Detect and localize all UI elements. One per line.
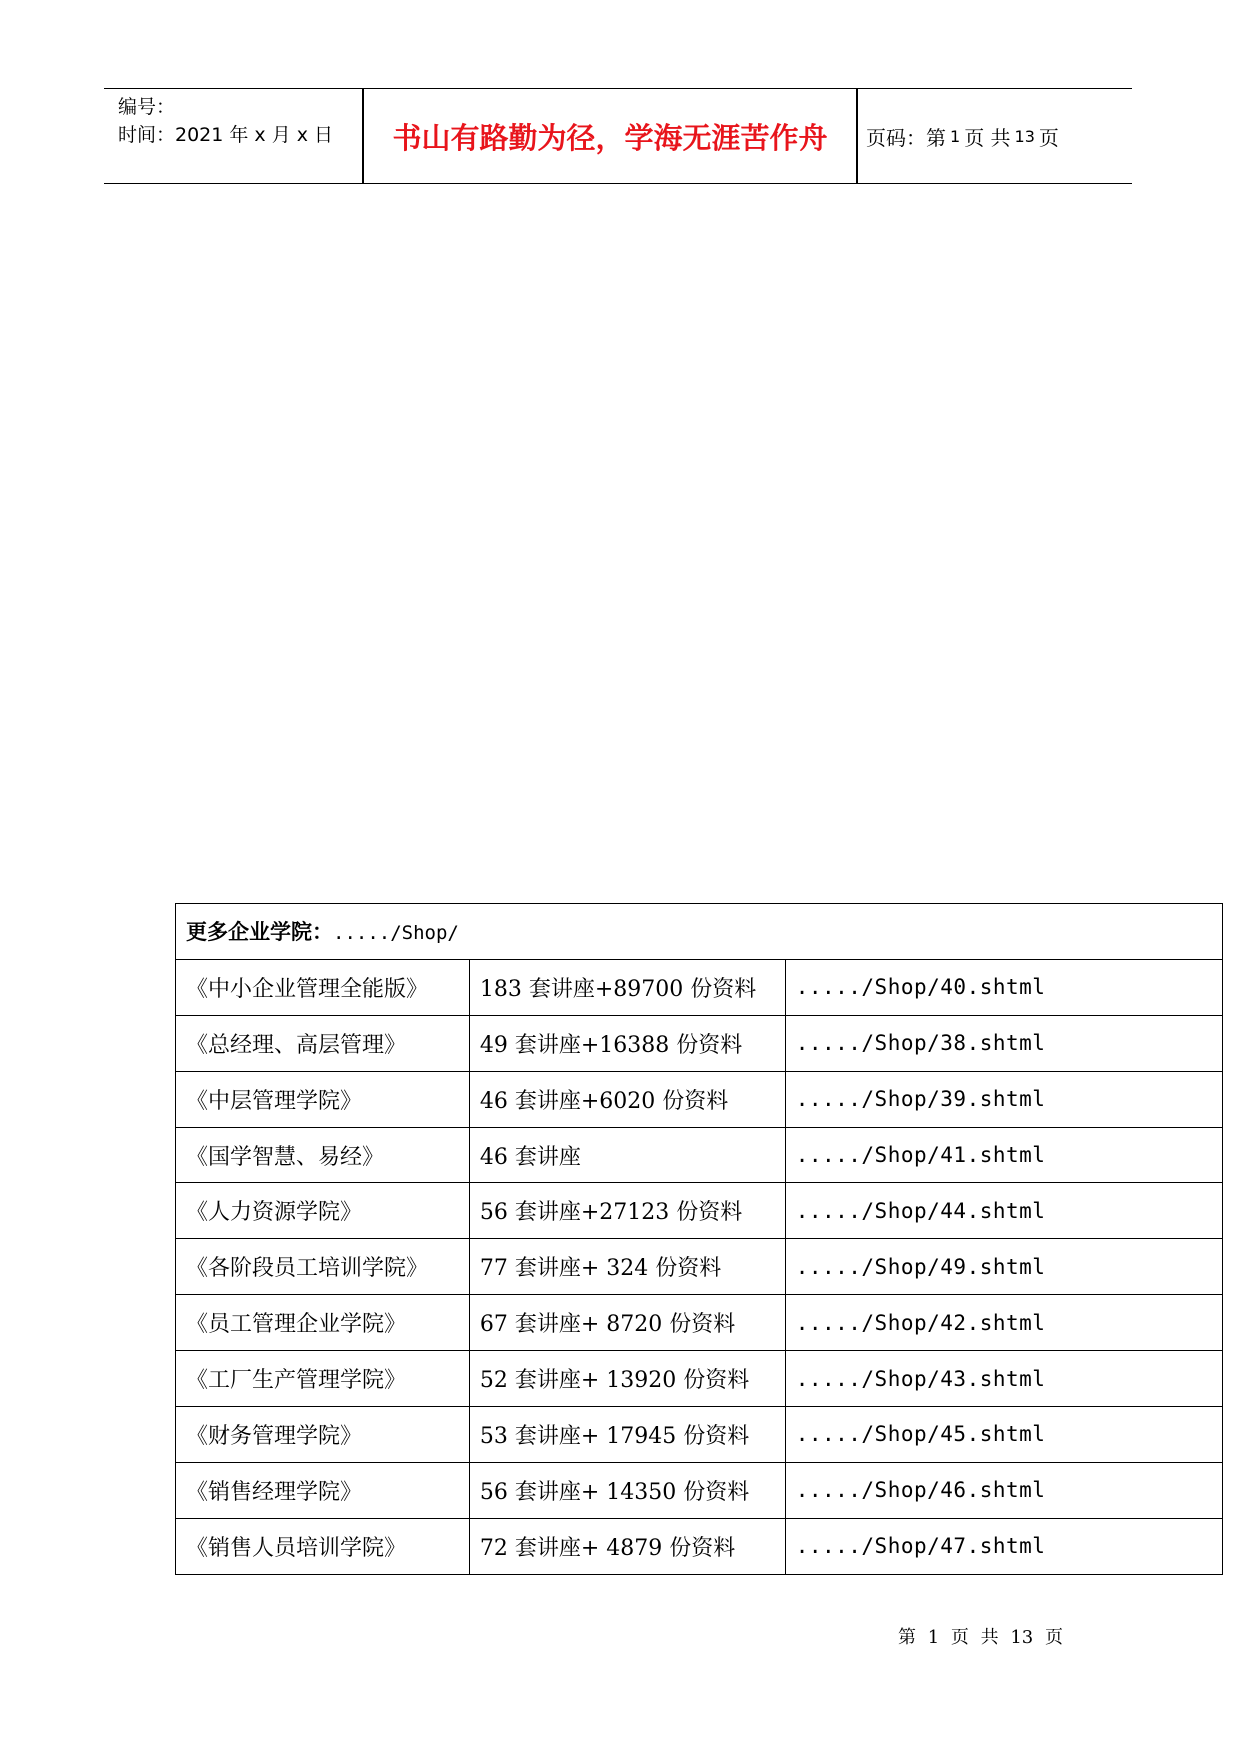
- header-page-info: [862, 89, 1059, 183]
- header-divider: [856, 89, 858, 183]
- academy-name: 《销售人员培训学院》: [176, 1518, 470, 1574]
- academy-name: 《销售经理学院》: [176, 1462, 470, 1518]
- academy-content: 46 套讲座+6020 份资料: [469, 1071, 785, 1127]
- document-number-label: 编号：: [118, 96, 176, 118]
- table-row: [176, 1351, 1223, 1407]
- header-motto: 书山有路勤为径，学海无涯苦作舟: [392, 120, 828, 155]
- academy-link[interactable]: ...../Shop/42.shtml: [785, 1295, 1222, 1351]
- page-suffix: 页: [1038, 125, 1059, 150]
- academy-name: 《人力资源学院》: [176, 1183, 470, 1239]
- academy-name: 《中层管理学院》: [176, 1071, 470, 1127]
- academy-link[interactable]: ...../Shop/47.shtml: [785, 1518, 1222, 1574]
- table-row: [176, 959, 1223, 1015]
- header-meta: [118, 93, 333, 149]
- table-row: [176, 1518, 1223, 1574]
- academy-content: 46 套讲座: [469, 1127, 785, 1183]
- academy-content: 72 套讲座+ 4879 份资料: [469, 1518, 785, 1574]
- academy-content: 56 套讲座+ 14350 份资料: [469, 1462, 785, 1518]
- header-divider: [362, 89, 364, 183]
- academy-link[interactable]: ...../Shop/41.shtml: [785, 1127, 1222, 1183]
- academy-content: 56 套讲座+27123 份资料: [469, 1183, 785, 1239]
- academy-name: 《总经理、高层管理》: [176, 1015, 470, 1071]
- document-time: 时间：2021 年 x 月 x 日: [118, 124, 334, 146]
- academy-link[interactable]: ...../Shop/49.shtml: [785, 1239, 1222, 1295]
- table-row: [176, 1239, 1223, 1295]
- page-current: 1: [950, 126, 961, 146]
- table-row: [176, 1127, 1223, 1183]
- academy-link[interactable]: ...../Shop/38.shtml: [785, 1015, 1222, 1071]
- academy-name: 《各阶段员工培训学院》: [176, 1239, 470, 1295]
- table-title-cell: [176, 904, 1223, 960]
- table-title-url[interactable]: ...../Shop/: [333, 922, 459, 945]
- academy-link[interactable]: ...../Shop/44.shtml: [785, 1183, 1222, 1239]
- academy-links-table: [175, 903, 1223, 1575]
- academy-name: 《中小企业管理全能版》: [176, 959, 470, 1015]
- page-prefix: 页码：第: [866, 125, 946, 150]
- academy-content: 53 套讲座+ 17945 份资料: [469, 1407, 785, 1463]
- academy-content: 77 套讲座+ 324 份资料: [469, 1239, 785, 1295]
- academy-link[interactable]: ...../Shop/46.shtml: [785, 1462, 1222, 1518]
- table-title-row: [176, 904, 1223, 960]
- table-row: [176, 1407, 1223, 1463]
- table-row: [176, 1071, 1223, 1127]
- academy-link[interactable]: ...../Shop/45.shtml: [785, 1407, 1222, 1463]
- table-row: [176, 1183, 1223, 1239]
- academy-link[interactable]: ...../Shop/39.shtml: [785, 1071, 1222, 1127]
- academy-content: 67 套讲座+ 8720 份资料: [469, 1295, 785, 1351]
- academy-content: 49 套讲座+16388 份资料: [469, 1015, 785, 1071]
- page-total: 13: [1014, 126, 1035, 146]
- academy-link[interactable]: ...../Shop/40.shtml: [785, 959, 1222, 1015]
- academy-content: 183 套讲座+89700 份资料: [469, 959, 785, 1015]
- academy-content: 52 套讲座+ 13920 份资料: [469, 1351, 785, 1407]
- table-row: [176, 1295, 1223, 1351]
- table-row: [176, 1015, 1223, 1071]
- academy-name: 《工厂生产管理学院》: [176, 1351, 470, 1407]
- page-middle: 页 共: [964, 125, 1011, 150]
- academy-name: 《员工管理企业学院》: [176, 1295, 470, 1351]
- table-title: 更多企业学院：: [186, 920, 333, 945]
- academy-name: 《财务管理学院》: [176, 1407, 470, 1463]
- academy-name: 《国学智慧、易经》: [176, 1127, 470, 1183]
- academy-link[interactable]: ...../Shop/43.shtml: [785, 1351, 1222, 1407]
- page-header: [104, 88, 1132, 184]
- page-footer: 第 1 页 共 13 页: [898, 1627, 1063, 1648]
- table-row: [176, 1462, 1223, 1518]
